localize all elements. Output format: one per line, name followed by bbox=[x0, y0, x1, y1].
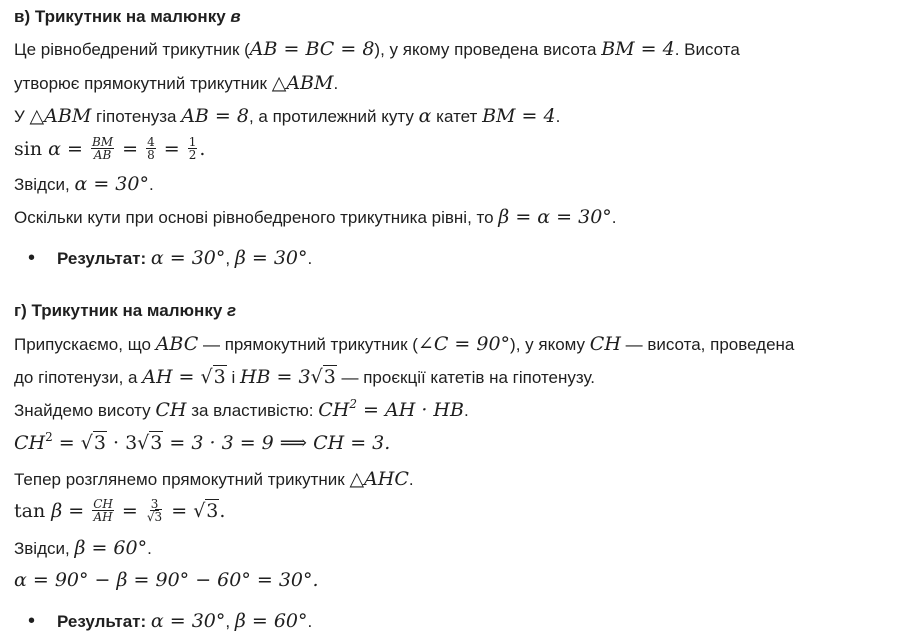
math: = bbox=[60, 138, 89, 160]
text: . bbox=[147, 539, 152, 558]
result-label: Результат: bbox=[57, 249, 147, 268]
math: . bbox=[219, 500, 226, 522]
math: sin bbox=[14, 138, 43, 160]
fraction bbox=[188, 136, 198, 161]
fraction bbox=[146, 136, 156, 161]
text: Це рівнобедрений трикутник ( bbox=[14, 40, 250, 59]
section-g-line-6: tan β = $\frac{CH}{AH}$ = $\frac{3}{√3}$ = √3. bbox=[14, 496, 226, 524]
math: β = 30° bbox=[234, 247, 308, 269]
text: , bbox=[225, 612, 235, 631]
text: . bbox=[463, 401, 469, 420]
text: . bbox=[307, 612, 313, 631]
section-v-line-5 bbox=[14, 171, 154, 198]
heading-letter: в bbox=[230, 7, 241, 26]
sqrt-radicand: 3 bbox=[206, 500, 219, 522]
heading-text: в) Трикутник на малюнку bbox=[14, 7, 231, 26]
math: ABC bbox=[155, 333, 199, 355]
math: α = 90° − β = 90° − 60° = 30°. bbox=[14, 569, 319, 591]
math: = 3 · 3 = 9 ⟹ CH = 3. bbox=[163, 432, 391, 454]
sqrt: √3 bbox=[200, 366, 226, 388]
text: Знайдемо висоту bbox=[14, 401, 156, 420]
section-v-line-6 bbox=[14, 204, 617, 231]
text: , а протилежний куту bbox=[248, 107, 419, 126]
numerator: BM bbox=[91, 134, 114, 149]
math: CH bbox=[155, 399, 187, 421]
section-g-line-5 bbox=[14, 466, 414, 493]
superscript: 2 bbox=[349, 397, 358, 411]
math: β bbox=[51, 500, 63, 522]
text: Звідси, bbox=[14, 539, 75, 558]
math: BM = 4 bbox=[482, 105, 556, 127]
text: гіпотенуза bbox=[91, 107, 182, 126]
text: ), у якому bbox=[510, 335, 590, 354]
section-g-line-7 bbox=[14, 535, 152, 562]
math: . bbox=[199, 138, 206, 160]
math: △AHC bbox=[349, 468, 409, 490]
numerator: CH bbox=[93, 496, 113, 511]
text: до гіпотенузи, а bbox=[14, 368, 143, 387]
math: HB = 3 bbox=[239, 366, 311, 388]
text: Тепер розглянемо прямокутний трикутник bbox=[14, 470, 350, 489]
math: α = 30° bbox=[150, 610, 226, 632]
text: катет bbox=[431, 107, 483, 126]
math: AB = BC = 8 bbox=[249, 38, 375, 60]
math: = bbox=[165, 500, 194, 522]
math: tan bbox=[14, 500, 46, 522]
math: AH = bbox=[142, 366, 201, 388]
text: . bbox=[611, 208, 617, 227]
text: і bbox=[226, 368, 240, 387]
numerator: 4 bbox=[147, 134, 155, 149]
section-v-heading bbox=[14, 4, 241, 30]
heading-text: г) Трикутник на малюнку bbox=[14, 301, 228, 320]
math: α bbox=[418, 105, 432, 127]
math: β = 60° bbox=[74, 537, 148, 559]
sqrt: √3 bbox=[310, 366, 336, 388]
section-g-line-4 bbox=[14, 430, 390, 456]
section-v-line-2 bbox=[14, 70, 338, 97]
fraction bbox=[92, 498, 114, 523]
text: утворює прямокутний трикутник bbox=[14, 74, 272, 93]
text: . bbox=[408, 470, 414, 489]
text: ), у якому проведена висота bbox=[374, 40, 602, 59]
sqrt-radicand: 3 bbox=[93, 432, 106, 454]
math: CH bbox=[14, 432, 46, 454]
section-v-line-4: sin α = $\frac{BM}{AB}$ = $\frac{4}{8}$ = $\frac{1}{2}$ . bbox=[14, 134, 206, 162]
numerator: 1 bbox=[188, 134, 197, 149]
superscript: 2 bbox=[45, 430, 53, 444]
section-g-line-8 bbox=[14, 567, 319, 594]
text: Звідси, bbox=[14, 175, 75, 194]
math: CH bbox=[318, 399, 350, 421]
math: = AH · HB bbox=[357, 399, 464, 421]
math: BM = 4 bbox=[601, 38, 675, 60]
text: . bbox=[333, 74, 339, 93]
result-text bbox=[57, 245, 312, 272]
numerator: 3 bbox=[150, 496, 159, 511]
text: . bbox=[555, 107, 561, 126]
math: α = 30° bbox=[74, 173, 149, 195]
fraction bbox=[91, 136, 114, 161]
math: α = 30° bbox=[150, 247, 226, 269]
section-g-line-1 bbox=[14, 331, 794, 358]
math: △ABM bbox=[29, 105, 92, 127]
math: α bbox=[48, 138, 61, 160]
text: . bbox=[148, 175, 154, 194]
denominator: AB bbox=[93, 147, 112, 162]
math: β = α = 30° bbox=[498, 206, 612, 228]
sqrt-radicand: 3 bbox=[213, 366, 226, 388]
text: . Висота bbox=[674, 40, 740, 59]
text: Оскільки кути при основі рівнобедреного трикутника рівні, то bbox=[14, 208, 499, 227]
section-v-line-1 bbox=[14, 36, 740, 63]
heading-letter: г bbox=[227, 301, 237, 320]
sqrt: √3 bbox=[137, 432, 163, 454]
denominator: 2 bbox=[188, 147, 197, 162]
sqrt-radicand: 3 bbox=[150, 432, 163, 454]
text: — прямокутний трикутник ( bbox=[198, 335, 418, 354]
math: ∠C = 90° bbox=[417, 333, 511, 355]
text: — висота, проведена bbox=[620, 335, 795, 354]
sqrt: √3 bbox=[193, 500, 219, 522]
bullet-icon: • bbox=[28, 610, 36, 632]
math: △ABM bbox=[271, 72, 334, 94]
text: Припускаємо, що bbox=[14, 335, 156, 354]
bullet-icon: • bbox=[28, 247, 36, 269]
denominator: 8 bbox=[147, 147, 155, 162]
denominator: AH bbox=[93, 509, 113, 524]
text: , bbox=[225, 249, 235, 268]
text: — проєкції катетів на гіпотенузу. bbox=[336, 368, 596, 387]
sqrt-radicand: 3 bbox=[323, 366, 336, 388]
text: У bbox=[14, 107, 30, 126]
denominator: √3 bbox=[146, 509, 163, 524]
fraction bbox=[146, 498, 163, 523]
math: = bbox=[62, 500, 91, 522]
math: = bbox=[52, 432, 81, 454]
section-g-heading bbox=[14, 298, 236, 324]
math: β = 60° bbox=[234, 610, 308, 632]
text: . bbox=[307, 249, 313, 268]
text: за властивістю: bbox=[186, 401, 319, 420]
sqrt: √3 bbox=[80, 432, 106, 454]
math: AB = 8 bbox=[181, 105, 249, 127]
section-g-line-3 bbox=[14, 397, 469, 424]
math: CH bbox=[589, 333, 621, 355]
result-text bbox=[57, 608, 312, 635]
section-v-line-3 bbox=[14, 103, 560, 130]
section-g-line-2 bbox=[14, 364, 595, 391]
sqrt-radicand: 3 bbox=[154, 509, 163, 524]
math: · 3 bbox=[106, 432, 138, 454]
result-label: Результат: bbox=[57, 612, 147, 631]
